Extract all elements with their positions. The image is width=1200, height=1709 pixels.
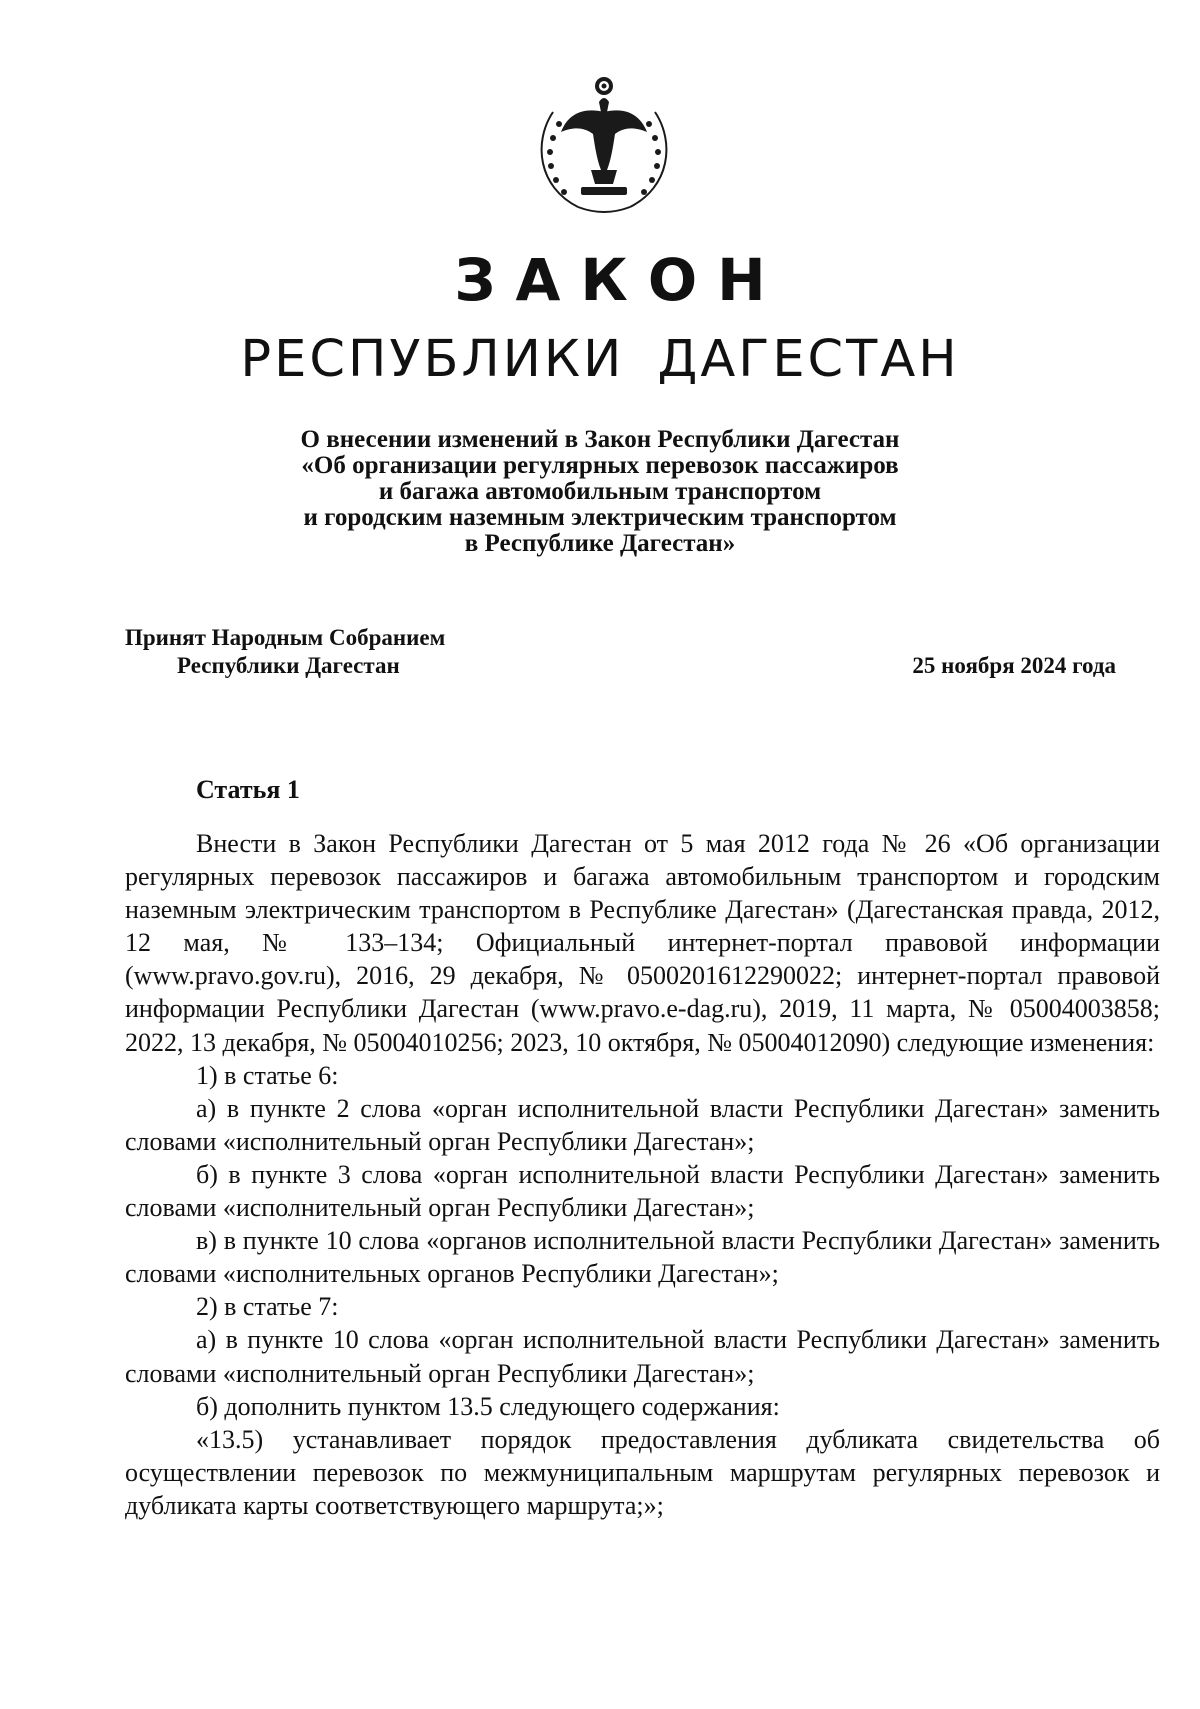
paragraph: Внести в Закон Республики Дагестан от 5 мая 2012 года № 26 «Об организации регулярных перевозок пассажиров и багажа автомобильным транспортом и городским наземным электрическим транспортом в Республике Дагестан» (Дагестанская правда, 2012, 12 мая, № 133–134; Официальный интернет-портал правовой информации (www.pravo.gov.ru), 2016, 29 декабря, № 0500201612290022; интернет-портал правовой информации Республики Дагестан (www.pravo.e-dag.ru), 2019, 11 марта, № 05004003858; 2022, 13 декабря, № 05004010256; 2023, 10 октября, № 05004012090) следующие изменения: xyxy=(125,829,1160,1057)
document-heading xyxy=(200,427,1000,557)
adoption-line-2: Республики Дагестан xyxy=(177,653,400,678)
heading-line: «Об организации регулярных перевозок пассажиров xyxy=(301,452,899,479)
adoption-line-1: Принят Народным Собранием xyxy=(125,625,446,650)
heading-line: и багажа автомобильным транспортом xyxy=(378,478,822,505)
heading-line: и городским наземным электрическим транспортом xyxy=(303,504,897,531)
paragraph: 1) в статье 6: xyxy=(196,1060,339,1090)
paragraph: в) в пункте 10 слова «органов исполнительной власти Республики Дагестан» заменить словами «исполнительных органов Республики Дагестан»; xyxy=(125,1226,1160,1289)
paragraph: б) в пункте 3 слова «орган исполнительной власти Республики Дагестан» заменить словами «исполнительный орган Республики Дагестан»; xyxy=(125,1159,1160,1223)
adoption-note xyxy=(125,624,445,680)
paragraph: 2) в статье 7: xyxy=(196,1292,339,1322)
heading-line: в Республике Дагестан» xyxy=(464,530,736,557)
adoption-date: 25 ноября 2024 года xyxy=(912,653,1116,678)
heading-line: О внесении изменений в Закон Республики Дагестан xyxy=(300,426,900,453)
paragraph: «13.5) устанавливает порядок предоставления дубликата свидетельства об осуществлении перевозок по межмуниципальным маршрутам регулярных перевозок и дубликата карты соответствующего маршрута;»; xyxy=(125,1424,1160,1520)
paragraph: б) дополнить пунктом 13.5 следующего содержания: xyxy=(196,1391,780,1421)
article-body xyxy=(125,827,1160,1522)
coat-of-arms-icon xyxy=(523,72,685,220)
paragraph: а) в пункте 10 слова «орган исполнительной власти Республики Дагестан» заменить словами «исполнительный орган Республики Дагестан»; xyxy=(125,1325,1160,1388)
article-title: Статья 1 xyxy=(196,775,300,804)
law-title: ЗАКОН xyxy=(454,246,786,314)
paragraph: а) в пункте 2 слова «орган исполнительной власти Республики Дагестан» заменить словами «исполнительный орган Республики Дагестан»; xyxy=(125,1093,1160,1156)
law-subtitle: РЕСПУБЛИКИ ДАГЕСТАН xyxy=(240,330,960,389)
